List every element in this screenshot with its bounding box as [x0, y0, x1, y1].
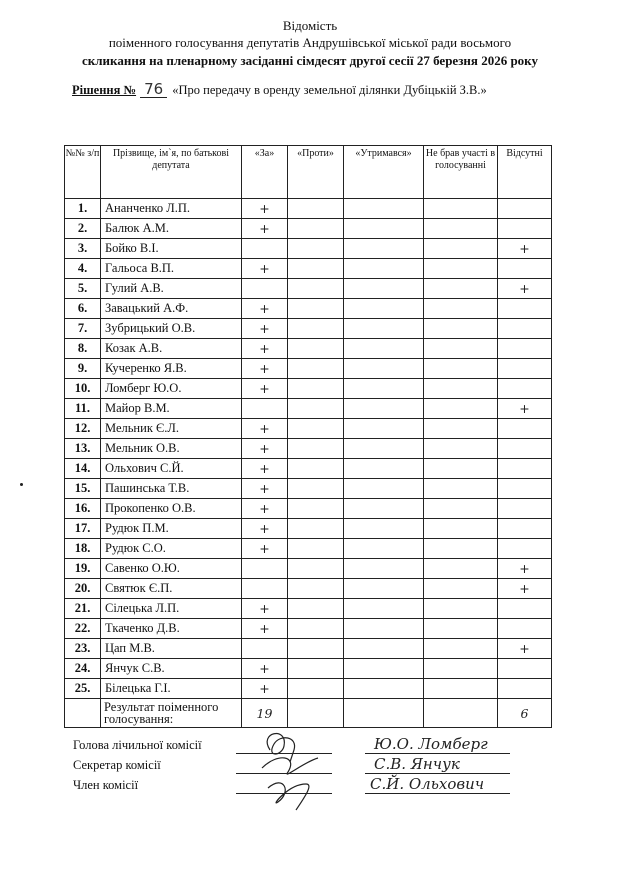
vote-for-cell: [242, 639, 288, 659]
vote-against-cell: [288, 379, 344, 399]
vote-notvoted-cell: [424, 219, 498, 239]
table-row: [65, 399, 552, 419]
session-info: скликання на пленарному засіданні сімдесят другої сесії 27 березня 2026 року: [82, 53, 538, 68]
vote-notvoted-cell: [424, 199, 498, 219]
vote-for-cell: +: [242, 199, 288, 219]
result-notvoted: [424, 699, 498, 728]
vote-notvoted-cell: [424, 379, 498, 399]
vote-absent-cell: +: [498, 639, 552, 659]
vote-for-cell: +: [242, 259, 288, 279]
deputy-name: Пашинська Т.В.: [101, 479, 242, 499]
vote-for-cell: +: [242, 219, 288, 239]
vote-for-cell: +: [242, 479, 288, 499]
table-row: [65, 659, 552, 679]
vote-abstain-cell: [344, 239, 424, 259]
vote-absent-cell: +: [498, 559, 552, 579]
vote-abstain-cell: [344, 599, 424, 619]
vote-against-cell: [288, 499, 344, 519]
vote-against-cell: [288, 359, 344, 379]
scan-speck: [20, 483, 23, 486]
vote-abstain-cell: [344, 259, 424, 279]
row-number: 8.: [65, 339, 101, 359]
vote-absent-cell: [498, 479, 552, 499]
vote-for-cell: +: [242, 299, 288, 319]
vote-against-cell: [288, 279, 344, 299]
deputy-name: Янчук С.В.: [101, 659, 242, 679]
result-number-cell: [65, 699, 101, 728]
row-number: 19.: [65, 559, 101, 579]
col-number-header: №№ з/п: [65, 146, 101, 199]
deputy-name: Гулий А.В.: [101, 279, 242, 299]
vote-abstain-cell: [344, 499, 424, 519]
col-absent-header: Відсутні: [498, 146, 552, 199]
vote-for-cell: +: [242, 679, 288, 699]
vote-absent-cell: [498, 679, 552, 699]
deputy-name: Козак А.В.: [101, 339, 242, 359]
vote-absent-cell: [498, 539, 552, 559]
row-number: 5.: [65, 279, 101, 299]
table-row: [65, 619, 552, 639]
vote-against-cell: [288, 339, 344, 359]
deputy-name: Мельник О.В.: [101, 439, 242, 459]
vote-notvoted-cell: [424, 279, 498, 299]
table-row: [65, 499, 552, 519]
deputy-name: Рудюк С.О.: [101, 539, 242, 559]
vote-notvoted-cell: [424, 339, 498, 359]
result-absent: 6: [498, 699, 552, 728]
vote-absent-cell: +: [498, 279, 552, 299]
handwritten-signatures: [248, 722, 338, 818]
decision-title: «Про передачу в оренду земельної ділянки Дубіцькій З.В.»: [172, 83, 487, 97]
vote-abstain-cell: [344, 359, 424, 379]
vote-notvoted-cell: [424, 359, 498, 379]
deputy-name: Завацький А.Ф.: [101, 299, 242, 319]
row-number: 15.: [65, 479, 101, 499]
deputy-name: Ананченко Л.П.: [101, 199, 242, 219]
vote-absent-cell: [498, 259, 552, 279]
row-number: 24.: [65, 659, 101, 679]
vote-against-cell: [288, 479, 344, 499]
col-notvoted-header: Не брав участі в голосуванні: [424, 146, 498, 199]
vote-for-cell: [242, 279, 288, 299]
row-number: 22.: [65, 619, 101, 639]
table-row: [65, 519, 552, 539]
table-row: [65, 199, 552, 219]
signature-role-chair: Голова лічильної комісії: [73, 738, 202, 752]
vote-for-cell: +: [242, 499, 288, 519]
vote-notvoted-cell: [424, 499, 498, 519]
vote-for-cell: +: [242, 539, 288, 559]
table-row: [65, 359, 552, 379]
table-header-row: [65, 146, 552, 199]
vote-for-cell: [242, 239, 288, 259]
vote-notvoted-cell: [424, 619, 498, 639]
table-row: [65, 239, 552, 259]
vote-against-cell: [288, 319, 344, 339]
vote-for-cell: +: [242, 599, 288, 619]
table-row: [65, 599, 552, 619]
vote-absent-cell: +: [498, 579, 552, 599]
document-title: Відомість: [282, 18, 338, 33]
table-row: [65, 439, 552, 459]
deputy-name: Ольхович С.Й.: [101, 459, 242, 479]
deputy-name: Бойко В.І.: [101, 239, 242, 259]
vote-against-cell: [288, 659, 344, 679]
vote-against-cell: [288, 619, 344, 639]
vote-notvoted-cell: [424, 579, 498, 599]
vote-abstain-cell: [344, 279, 424, 299]
row-number: 3.: [65, 239, 101, 259]
deputy-name: Білецька Г.І.: [101, 679, 242, 699]
row-number: 14.: [65, 459, 101, 479]
vote-notvoted-cell: [424, 399, 498, 419]
vote-against-cell: [288, 459, 344, 479]
table-row: [65, 539, 552, 559]
vote-notvoted-cell: [424, 479, 498, 499]
vote-against-cell: [288, 419, 344, 439]
vote-abstain-cell: [344, 579, 424, 599]
vote-abstain-cell: [344, 319, 424, 339]
document-subtitle: поіменного голосування депутатів Андрушівської міської ради восьмого: [108, 35, 512, 50]
result-abstain: [344, 699, 424, 728]
vote-against-cell: [288, 599, 344, 619]
row-number: 20.: [65, 579, 101, 599]
vote-absent-cell: [498, 379, 552, 399]
vote-abstain-cell: [344, 399, 424, 419]
vote-absent-cell: [498, 219, 552, 239]
decision-number: 76: [140, 82, 167, 98]
table-row: [65, 339, 552, 359]
vote-against-cell: [288, 199, 344, 219]
row-number: 18.: [65, 539, 101, 559]
vote-for-cell: [242, 559, 288, 579]
deputy-name: Майор В.М.: [101, 399, 242, 419]
vote-abstain-cell: [344, 379, 424, 399]
vote-for-cell: +: [242, 439, 288, 459]
vote-abstain-cell: [344, 479, 424, 499]
vote-absent-cell: [498, 619, 552, 639]
vote-abstain-cell: [344, 419, 424, 439]
table-row: [65, 639, 552, 659]
row-number: 17.: [65, 519, 101, 539]
vote-for-cell: +: [242, 379, 288, 399]
row-number: 7.: [65, 319, 101, 339]
vote-absent-cell: [498, 339, 552, 359]
deputy-name: Ткаченко Д.В.: [101, 619, 242, 639]
col-abstain-header: «Утримався»: [344, 146, 424, 199]
vote-absent-cell: +: [498, 399, 552, 419]
vote-abstain-cell: [344, 199, 424, 219]
vote-abstain-cell: [344, 339, 424, 359]
vote-for-cell: +: [242, 319, 288, 339]
signature-name-member: С.Й. Ольхович: [370, 775, 485, 793]
deputy-name: Ломберг Ю.О.: [101, 379, 242, 399]
vote-notvoted-cell: [424, 679, 498, 699]
vote-against-cell: [288, 399, 344, 419]
vote-notvoted-cell: [424, 419, 498, 439]
table-row: [65, 679, 552, 699]
vote-absent-cell: [498, 299, 552, 319]
vote-abstain-cell: [344, 299, 424, 319]
vote-against-cell: [288, 439, 344, 459]
table-row: [65, 419, 552, 439]
table-row: [65, 559, 552, 579]
vote-notvoted-cell: [424, 439, 498, 459]
table-row: [65, 319, 552, 339]
vote-abstain-cell: [344, 659, 424, 679]
vote-notvoted-cell: [424, 259, 498, 279]
table-row: [65, 379, 552, 399]
vote-against-cell: [288, 639, 344, 659]
vote-against-cell: [288, 579, 344, 599]
row-number: 10.: [65, 379, 101, 399]
vote-abstain-cell: [344, 559, 424, 579]
vote-for-cell: +: [242, 659, 288, 679]
table-row: [65, 279, 552, 299]
vote-for-cell: +: [242, 459, 288, 479]
vote-for-cell: +: [242, 339, 288, 359]
row-number: 12.: [65, 419, 101, 439]
vote-against-cell: [288, 259, 344, 279]
row-number: 1.: [65, 199, 101, 219]
vote-abstain-cell: [344, 639, 424, 659]
vote-abstain-cell: [344, 519, 424, 539]
vote-for-cell: +: [242, 419, 288, 439]
vote-notvoted-cell: [424, 559, 498, 579]
vote-absent-cell: [498, 459, 552, 479]
vote-absent-cell: [498, 499, 552, 519]
decision-line: [72, 82, 487, 98]
vote-against-cell: [288, 239, 344, 259]
row-number: 9.: [65, 359, 101, 379]
row-number: 25.: [65, 679, 101, 699]
signature-name-secretary: С.В. Янчук: [374, 755, 460, 773]
decision-label: Рішення №: [72, 83, 137, 97]
result-for: 19: [242, 699, 288, 728]
col-against-header: «Проти»: [288, 146, 344, 199]
vote-notvoted-cell: [424, 659, 498, 679]
table-row: [65, 299, 552, 319]
vote-absent-cell: [498, 359, 552, 379]
vote-absent-cell: [498, 439, 552, 459]
vote-notvoted-cell: [424, 639, 498, 659]
vote-for-cell: +: [242, 519, 288, 539]
vote-notvoted-cell: [424, 319, 498, 339]
deputy-name: Сілецька Л.П.: [101, 599, 242, 619]
deputy-name: Гальоса В.П.: [101, 259, 242, 279]
vote-notvoted-cell: [424, 459, 498, 479]
deputy-name: Мельник Є.Л.: [101, 419, 242, 439]
vote-against-cell: [288, 679, 344, 699]
row-number: 16.: [65, 499, 101, 519]
vote-for-cell: +: [242, 619, 288, 639]
row-number: 2.: [65, 219, 101, 239]
deputy-name: Кучеренко Я.В.: [101, 359, 242, 379]
vote-against-cell: [288, 299, 344, 319]
deputy-name: Святюк Є.П.: [101, 579, 242, 599]
table-row: [65, 459, 552, 479]
table-row: [65, 479, 552, 499]
deputy-name: Балюк А.М.: [101, 219, 242, 239]
vote-absent-cell: [498, 519, 552, 539]
vote-abstain-cell: [344, 439, 424, 459]
col-name-header: Прізвище, ім`я, по батькові депутата: [101, 146, 242, 199]
deputy-name: Савенко О.Ю.: [101, 559, 242, 579]
row-number: 6.: [65, 299, 101, 319]
vote-absent-cell: [498, 659, 552, 679]
row-number: 13.: [65, 439, 101, 459]
signature-role-secretary: Секретар комісії: [73, 758, 161, 772]
deputy-name: Рудюк П.М.: [101, 519, 242, 539]
vote-absent-cell: [498, 199, 552, 219]
vote-notvoted-cell: [424, 539, 498, 559]
vote-absent-cell: +: [498, 239, 552, 259]
signature-name-chair: Ю.О. Ломберг: [374, 735, 488, 753]
vote-absent-cell: [498, 599, 552, 619]
vote-notvoted-cell: [424, 239, 498, 259]
vote-abstain-cell: [344, 619, 424, 639]
vote-against-cell: [288, 559, 344, 579]
vote-abstain-cell: [344, 679, 424, 699]
row-number: 4.: [65, 259, 101, 279]
table-row: [65, 259, 552, 279]
signature-role-member: Член комісії: [73, 778, 139, 792]
row-number: 11.: [65, 399, 101, 419]
vote-absent-cell: [498, 319, 552, 339]
result-label: Результат поіменного голосування:: [101, 699, 242, 728]
row-number: 23.: [65, 639, 101, 659]
vote-against-cell: [288, 219, 344, 239]
vote-for-cell: [242, 579, 288, 599]
deputy-name: Зубрицький О.В.: [101, 319, 242, 339]
vote-absent-cell: [498, 419, 552, 439]
row-number: 21.: [65, 599, 101, 619]
table-row: [65, 219, 552, 239]
vote-notvoted-cell: [424, 519, 498, 539]
deputy-name: Прокопенко О.В.: [101, 499, 242, 519]
vote-abstain-cell: [344, 539, 424, 559]
vote-abstain-cell: [344, 459, 424, 479]
vote-against-cell: [288, 539, 344, 559]
vote-against-cell: [288, 519, 344, 539]
table-row: [65, 579, 552, 599]
deputy-name: Цап М.В.: [101, 639, 242, 659]
vote-abstain-cell: [344, 219, 424, 239]
vote-notvoted-cell: [424, 299, 498, 319]
vote-notvoted-cell: [424, 599, 498, 619]
vote-for-cell: +: [242, 359, 288, 379]
vote-for-cell: [242, 399, 288, 419]
col-for-header: «За»: [242, 146, 288, 199]
voting-table: [64, 145, 552, 728]
